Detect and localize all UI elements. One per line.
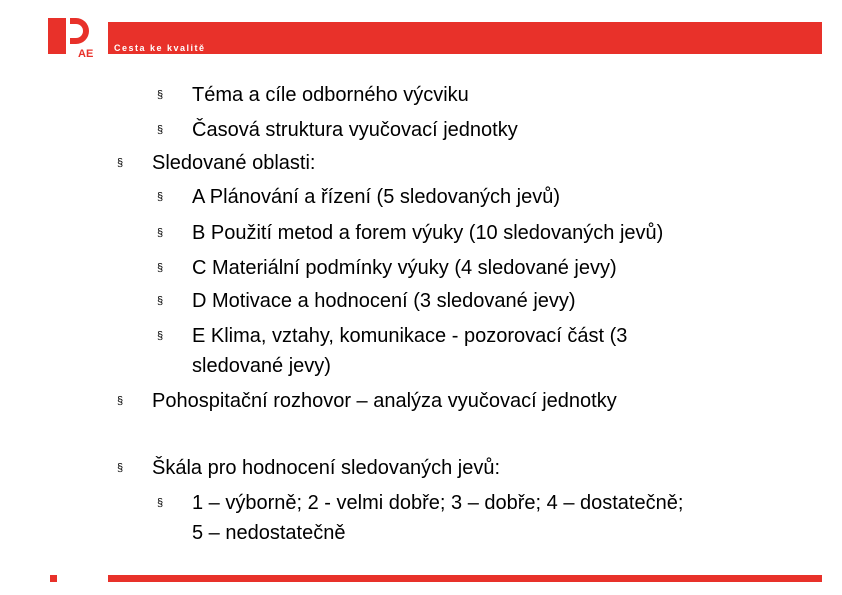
list-item: D Motivace a hodnocení (3 sledované jevy) (192, 290, 576, 312)
list-item: Časová struktura vyučovací jednotky (192, 119, 518, 141)
list-item: 1 – výborně; 2 - velmi dobře; 3 – dobře; 4 – dostatečně; (192, 492, 684, 514)
bullet-marker: § (157, 330, 164, 342)
list-item: B Použití metod a forem výuky (10 sledovaných jevů) (192, 222, 664, 244)
bullet-marker: § (157, 124, 164, 136)
list-item: C Materiální podmínky výuky (4 sledované jevy) (192, 257, 617, 279)
list-item: E Klima, vztahy, komunikace - pozorovací část (3 (192, 325, 628, 347)
list-item: Sledované oblasti: (152, 152, 316, 174)
bullet-marker: § (157, 89, 164, 101)
bullet-marker: § (157, 262, 164, 274)
footer-bar (108, 575, 822, 582)
bullet-marker: § (117, 395, 124, 407)
list-item-continuation: 5 – nedostatečně (192, 522, 346, 544)
list-item: Škála pro hodnocení sledovaných jevů: (152, 457, 501, 479)
bullet-marker: § (157, 295, 164, 307)
header-tagline: Cesta ke kvalitě (114, 43, 206, 53)
bullet-marker: § (157, 497, 164, 509)
bullet-marker: § (117, 157, 124, 169)
list-item: Pohospitační rozhovor – analýza vyučovací jednotky (152, 390, 617, 412)
list-item: Téma a cíle odborného výcviku (192, 84, 469, 106)
bullet-marker: § (157, 191, 164, 203)
bullet-marker: § (117, 462, 124, 474)
bullet-marker: § (157, 227, 164, 239)
logo-text: AE (78, 48, 94, 60)
footer-square (50, 575, 57, 582)
list-item: A Plánování a řízení (5 sledovaných jevů) (192, 186, 560, 208)
list-item-continuation: sledované jevy) (192, 355, 331, 377)
